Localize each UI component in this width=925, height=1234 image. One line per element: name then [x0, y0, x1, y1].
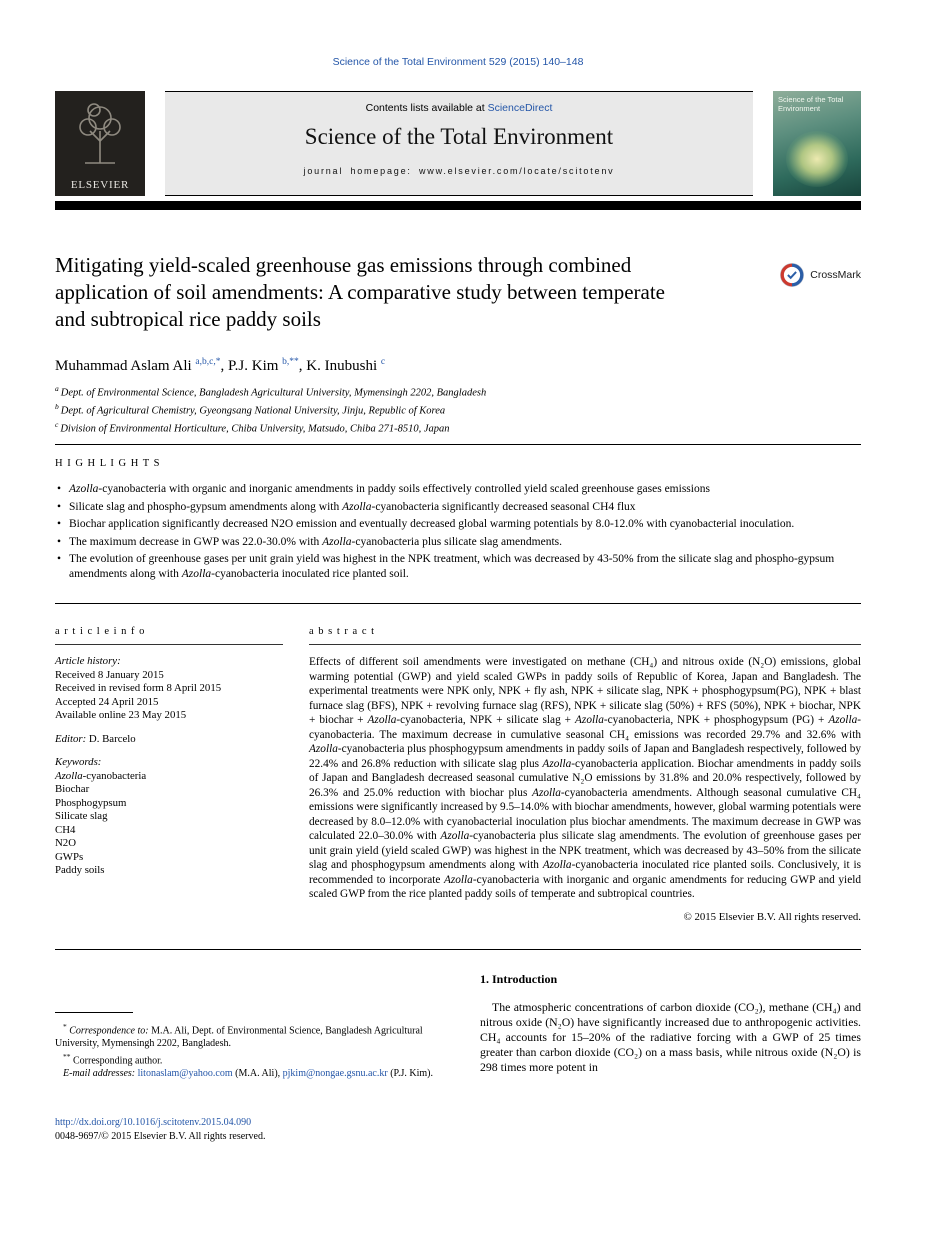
introduction-column — [480, 972, 861, 1081]
abstract-copyright: © 2015 Elsevier B.V. All rights reserved. — [683, 910, 861, 923]
author-name: K. Inubushi — [306, 358, 381, 374]
page-footer — [55, 1116, 861, 1143]
spacer — [55, 746, 283, 756]
author-affiliation-marker[interactable]: a,b,c,* — [195, 357, 221, 367]
footnote-separator — [55, 1012, 133, 1013]
keywords-label: Keywords: — [55, 756, 102, 768]
author-name: P.J. Kim — [227, 358, 283, 374]
running-head-citation[interactable]: Science of the Total Environment 529 (2015) 140–148 — [332, 56, 584, 68]
introduction-heading: 1. Introduction — [480, 971, 558, 986]
keyword: Paddy soils — [55, 864, 105, 876]
header-divider-bar — [55, 201, 861, 210]
author-affiliation-marker[interactable]: c — [380, 357, 386, 367]
section-divider — [55, 949, 861, 950]
highlight-item: • Silicate slag and phospho-gypsum amendments along with Azolla-cyanobacteria significantly decreased seasonal CH4 flux — [57, 500, 861, 515]
title-row — [55, 252, 861, 333]
author-list — [55, 357, 861, 375]
email-footnote — [55, 1067, 445, 1080]
crossmark-badge[interactable] — [779, 258, 861, 292]
keyword: N2O — [55, 837, 76, 849]
author-separator: , — [220, 358, 228, 374]
email-owner: (P.J. Kim). — [387, 1068, 433, 1080]
info-abstract-section — [55, 626, 861, 923]
footnotes-column — [55, 972, 445, 1081]
abstract-column — [309, 626, 861, 923]
journal-homepage-link[interactable]: journal homepage: www.elsevier.com/locate/scitotenv — [303, 166, 615, 176]
history-entry: Received in revised form 8 April 2015 — [55, 682, 222, 694]
highlight-item: • The maximum decrease in GWP was 22.0-30.0% with Azolla-cyanobacteria plus silicate slag amendments. — [57, 535, 861, 550]
corresponding-author-text: Corresponding author. — [73, 1055, 163, 1067]
email-owner: (M.A. Ali), — [232, 1068, 283, 1080]
author-affiliation-marker[interactable]: b,** — [282, 357, 299, 367]
keyword: Azolla-cyanobacteria — [55, 769, 147, 782]
author — [306, 358, 385, 374]
keyword: Biochar — [55, 783, 90, 795]
elsevier-logo — [55, 91, 145, 196]
affiliation-marker: a — [55, 384, 59, 393]
correspondence-footnote — [55, 1020, 445, 1050]
abstract-heading: a b s t r a c t — [309, 626, 861, 645]
crossmark-label: CrossMark — [810, 269, 861, 281]
affiliation — [55, 418, 861, 436]
keyword: CH4 — [55, 823, 76, 836]
issn-copyright-line: 0048-9697/© 2015 Elsevier B.V. All rights reserved. — [55, 1130, 266, 1142]
affiliation-marker: b — [55, 402, 59, 411]
sciencedirect-link[interactable]: ScienceDirect — [487, 102, 553, 114]
masthead-center-panel — [165, 91, 753, 196]
footnote-marker: ** — [63, 1051, 71, 1061]
correspondence-text: M.A. Ali, Dept. of Environmental Science, Bangladesh Agricultural University, Mymensingh 2202, Bangladesh. — [55, 1024, 423, 1049]
crossmark-icon — [779, 262, 805, 288]
highlights-heading: H I G H L I G H T S — [55, 458, 161, 469]
history-entry: Available online 23 May 2015 — [55, 709, 187, 721]
keyword: Silicate slag — [55, 810, 108, 822]
email-link[interactable]: litonaslam@yahoo.com — [137, 1068, 233, 1080]
contents-line — [165, 102, 753, 114]
author — [55, 358, 228, 374]
affiliation-text: Dept. of Agricultural Chemistry, Gyeongsang National University, Jinju, Republic of Korea — [60, 405, 446, 417]
affiliation-text: Division of Environmental Horticulture, Chiba University, Matsudo, Chiba 271-8510, Japan — [60, 423, 450, 435]
keyword: GWPs — [55, 850, 84, 863]
body-text-section — [55, 972, 861, 1081]
affiliation-text: Dept. of Environmental Science, Bangladesh Agricultural University, Mymensingh 2202, Bangladesh — [60, 387, 487, 399]
correspondence-label: Correspondence to: — [69, 1024, 149, 1036]
section-divider — [55, 603, 861, 604]
article-title: Mitigating yield-scaled greenhouse gas emissions through combined application of soil amendments: A comparative study between temperate and subtropical rice paddy soils — [55, 253, 665, 331]
editor-label: Editor: — [55, 732, 87, 745]
doi-link[interactable]: http://dx.doi.org/10.1016/j.scitotenv.2015.04.090 — [55, 1117, 252, 1129]
affiliation-list — [55, 382, 861, 436]
author — [228, 358, 306, 374]
keyword: Phosphogypsum — [55, 796, 127, 809]
author-name: Muhammad Aslam Ali — [55, 358, 196, 374]
email-link[interactable]: pjkim@nongae.gsnu.ac.kr — [282, 1068, 388, 1080]
article-history-label: Article history: — [55, 655, 121, 667]
article-info-heading: a r t i c l e i n f o — [55, 626, 283, 645]
abstract-text: Effects of different soil amendments were investigated on methane (CH₄) and nitrous oxide (N₂O) emissions, global warming potential (GWP) and yield scaled GWPs in paddy soils of Republic of Korea, Japan and Bangladesh. The experimental treatments were NPK only, NPK + fly ash, NPK + silicate slag, NPK + phosphogypsum(PG), NPK + blast furnace slag (BFS), NPK + revolving furnace slag (RFS), NPK + silicate slag (50%) + RFS (50%), NPK + biochar, NPK + biochar + Azolla-cyanobacteria, NPK + silicate slag + Azolla-cyanobacteria, NPK + phosphogypsum (PG) + Azolla-cyanobacteria. The maximum decrease in cumulative seasonal CH₄ emissions was recorded 29.7% and 32.6% with Azolla-cyanobacteria plus phosphogypsum amendments in paddy soils of Japan and Bangladesh respectively, followed by 22.4% and 26.8% reduction with silicate slag plus Azolla-cyanobacteria application. Biochar amendments in paddy soils of Japan and Bangladesh decreased seasonal cumulative N₂O emissions by 31.8% and 20.0% respectively, followed by 26.3% and 25.0% reduction with biochar plus Azolla-cyanobacteria amendments. Although seasonal cumulative CH₄ emissions were significantly increased by 9.5–14.0% with biochar amendments, however, global warming potentials were decreased by 8.0–12.0% with cyanobacterial inoculation plus biochar amendments. The maximum decrease in GWP was calculated 22.0–30.0% with Azolla-cyanobacteria plus silicate slag amendments. The evolution of greenhouse gases per unit grain yield (yield scaled GWP) was highest in the NPK treatment, which was decreased by 43–50% from the silicate slag and phosphogypsum amendments along with Azolla-cyanobacteria inoculated rice planted soils. Conclusively, it is recommended to incorporate Azolla-cyanobacteria with inorganic and organic amendments for reducing GWP and yield scaled GWP from the rice planted paddy soils of temperate and subtropical countries. — [309, 656, 862, 900]
email-label: E-mail addresses: — [63, 1068, 136, 1080]
author-separator: , — [298, 358, 307, 374]
introduction-paragraph: The atmospheric concentrations of carbon dioxide (CO₂), methane (CH₄) and nitrous oxide (N₂O) have significantly increased due to anthropogenic activities. CH₄ accounts for 15–20% of the radiative forcing with a GWP of 25 times greater than carbon dioxide (CO₂) on a mass basis, while nitrous oxide (N₂O) is 298 times more potent in — [480, 999, 861, 1075]
journal-title: Science of the Total Environment — [304, 124, 614, 149]
highlights-section — [55, 458, 861, 581]
elsevier-wordmark: ELSEVIER — [70, 179, 130, 191]
journal-masthead — [55, 91, 861, 196]
affiliation-marker: c — [55, 420, 59, 429]
footnote-marker: * — [63, 1021, 67, 1031]
contents-line-text: Contents lists available at — [365, 102, 488, 114]
history-entry: Accepted 24 April 2015 — [55, 695, 159, 708]
cover-art-glow — [786, 131, 848, 187]
journal-cover-thumbnail — [773, 91, 861, 196]
highlights-list — [55, 482, 861, 581]
editor-name: D. Barcelo — [88, 732, 136, 745]
elsevier-tree-icon — [72, 91, 128, 179]
history-entry: Received 8 January 2015 — [55, 668, 164, 681]
affiliation — [55, 382, 861, 400]
article-info-column — [55, 626, 283, 923]
corresponding-author-footnote — [55, 1050, 445, 1067]
highlight-item: • Biochar application significantly decreased N2O emission and eventually decreased global warming potentials by 8.0-12.0% with cyanobacterial inoculation. — [57, 517, 861, 532]
spacer — [55, 723, 283, 733]
highlight-item: • Azolla-cyanobacteria with organic and inorganic amendments in paddy soils effectively controlled yield scaled greenhouse gases emissions — [57, 482, 861, 497]
section-divider — [55, 444, 861, 445]
highlight-item: • The evolution of greenhouse gases per unit grain yield was highest in the NPK treatment, which was decreased by 43-50% from the silicate slag and phospho-gypsum amendments along with Azolla-cyanobacteria inoculated rice planted soil. — [57, 552, 861, 581]
affiliation — [55, 400, 861, 418]
editor-line — [55, 733, 283, 747]
cover-caption: Science of the Total Environment — [778, 95, 844, 113]
